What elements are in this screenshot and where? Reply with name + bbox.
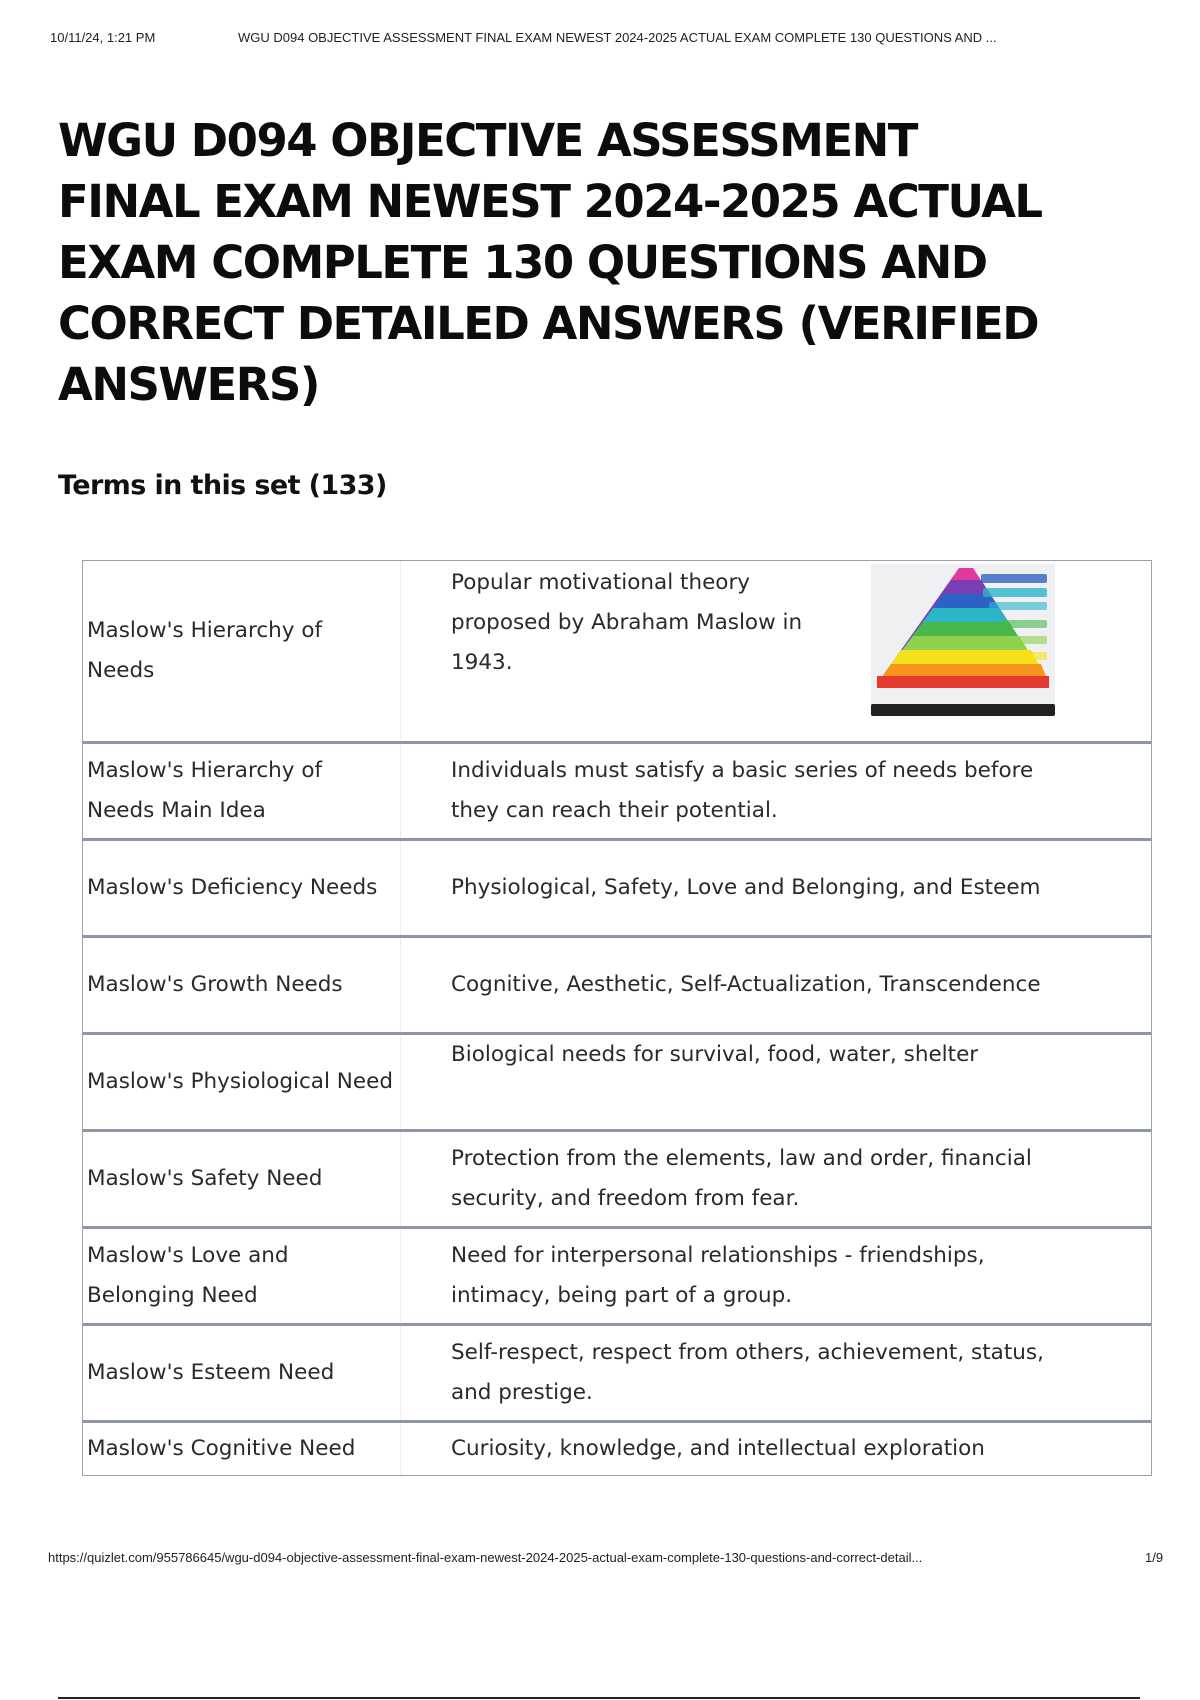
term-row bbox=[83, 1129, 1151, 1226]
term-definition bbox=[401, 1229, 1151, 1323]
term-definition bbox=[401, 1132, 1151, 1226]
term-row bbox=[83, 1323, 1151, 1420]
term-row bbox=[83, 561, 1151, 741]
term-definition bbox=[401, 841, 1151, 935]
term-definition bbox=[401, 1326, 1151, 1420]
pyramid-graphic bbox=[871, 564, 1055, 716]
term-word: Maslow's Hierarchy of Needs Main Idea bbox=[83, 744, 401, 838]
term-row bbox=[83, 935, 1151, 1032]
definition-text: Protection from the elements, law and order, financial security, and freedom from fear. bbox=[451, 1146, 1032, 1211]
print-datetime: 10/11/24, 1:21 PM bbox=[50, 30, 156, 45]
print-title: WGU D094 OBJECTIVE ASSESSMENT FINAL EXAM NEWEST 2024-2025 ACTUAL EXAM COMPLETE 130 QUESTIONS AND ... bbox=[238, 30, 997, 45]
terms-heading: Terms in this set (133) bbox=[58, 470, 387, 501]
print-header bbox=[50, 30, 1180, 45]
definition-text: Self-respect, respect from others, achievement, status, and prestige. bbox=[451, 1340, 1044, 1405]
term-word: Maslow's Love and Belonging Need bbox=[83, 1229, 401, 1323]
term-definition bbox=[401, 1423, 1151, 1475]
term-definition bbox=[401, 1035, 1151, 1129]
print-footer bbox=[48, 1550, 1190, 1565]
pyramid-base bbox=[877, 676, 1049, 688]
term-definition bbox=[401, 561, 1151, 741]
definition-text: Individuals must satisfy a basic series of needs before they can reach their potential. bbox=[451, 758, 1034, 823]
definition-text: Need for interpersonal relationships - friendships, intimacy, being part of a group. bbox=[451, 1243, 985, 1308]
print-url: https://quizlet.com/955786645/wgu-d094-objective-assessment-final-exam-newest-2024-2025-actual-exam-complete-130-questions-and-correct-detail... bbox=[48, 1550, 923, 1565]
term-word: Maslow's Hierarchy of Needs bbox=[83, 561, 401, 741]
term-row bbox=[83, 741, 1151, 838]
term-row bbox=[83, 1226, 1151, 1323]
definition-text: Physiological, Safety, Love and Belonging, and Esteem bbox=[451, 875, 1041, 900]
term-definition bbox=[401, 744, 1151, 838]
term-row bbox=[83, 1032, 1151, 1129]
bottom-divider bbox=[58, 1697, 1140, 1699]
term-row bbox=[83, 1420, 1151, 1475]
page-number: 1/9 bbox=[1145, 1550, 1164, 1565]
term-word: Maslow's Safety Need bbox=[83, 1132, 401, 1226]
definition-text: Biological needs for survival, food, water, shelter bbox=[451, 1042, 979, 1067]
definition-text: Curiosity, knowledge, and intellectual exploration bbox=[451, 1436, 985, 1461]
term-word: Maslow's Physiological Need bbox=[83, 1035, 401, 1129]
definition-text: Popular motivational theory proposed by Abraham Maslow in 1943. bbox=[451, 570, 803, 675]
term-word: Maslow's Growth Needs bbox=[83, 938, 401, 1032]
term-word: Maslow's Esteem Need bbox=[83, 1326, 401, 1420]
term-word: Maslow's Deficiency Needs bbox=[83, 841, 401, 935]
definition-text: Cognitive, Aesthetic, Self-Actualization, Transcendence bbox=[451, 972, 1041, 997]
page-title: WGU D094 OBJECTIVE ASSESSMENT FINAL EXAM NEWEST 2024-2025 ACTUAL EXAM COMPLETE 130 QUESTIONS AND CORRECT DETAILED ANSWERS (VERIFIED ANSWERS) bbox=[58, 114, 1042, 411]
term-row bbox=[83, 838, 1151, 935]
terms-table bbox=[82, 560, 1152, 1476]
term-word: Maslow's Cognitive Need bbox=[83, 1423, 401, 1475]
term-definition bbox=[401, 938, 1151, 1032]
maslow-pyramid-image[interactable] bbox=[871, 564, 1055, 716]
